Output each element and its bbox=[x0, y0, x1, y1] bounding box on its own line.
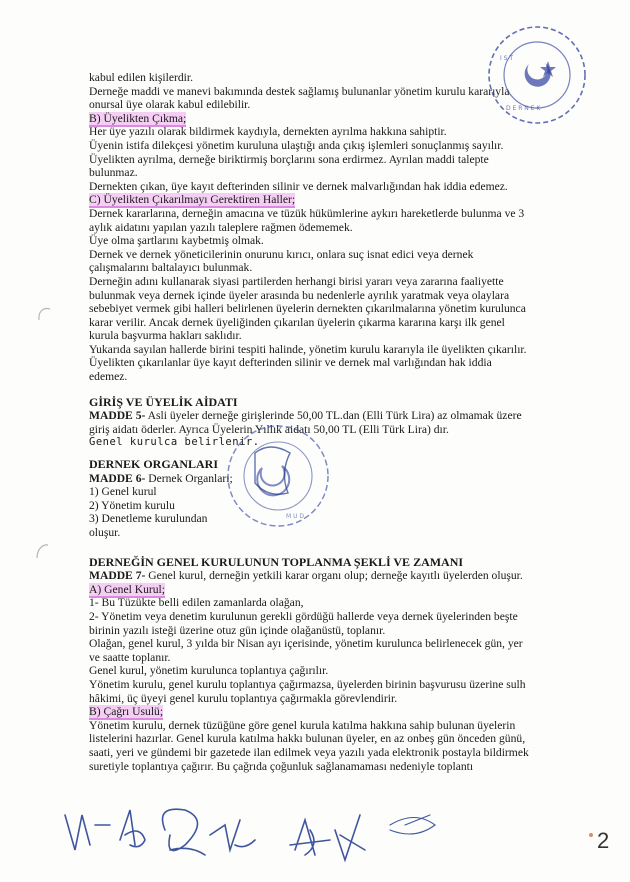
section-title-genel-kurul: DERNEĞİN GENEL KURULUNUN TOPLANMA ŞEKLİ VE ZAMANI bbox=[89, 554, 464, 569]
svg-text:M Ü D: M Ü D bbox=[286, 513, 305, 520]
svg-text:İ S T: İ S T bbox=[500, 55, 514, 62]
text-line: Dernek Organları; bbox=[145, 471, 233, 485]
text-line: aylık aidatını yapılan yazılı taleplere rağmen ödememek. bbox=[89, 220, 353, 234]
section-heading-cikarilma-halleri: C) Üyelikten Çıkarılmayı Gerektiren Haller; bbox=[89, 193, 296, 207]
text-line: ve saatte toplanır. bbox=[89, 650, 171, 664]
text-line: Yönetim kurulu, dernek tüzüğüne göre genel kurula katılma hakkına sahip bulunan üyelerin bbox=[89, 718, 516, 732]
official-stamp-top bbox=[482, 20, 592, 130]
article-number: MADDE 5- bbox=[89, 409, 146, 423]
text-line: suretiyle toplantıya çağırır. Bu çağrıda çoğunluk sağlanamaması nedeniyle toplantı bbox=[89, 759, 474, 773]
text-line: Genel kurul, yönetim kurulunca toplantıya çağırılır. bbox=[89, 664, 329, 678]
text-line: Asli üyeler derneğe girişlerinde 50,00 TL.dan (Elli Türk Lira) az olmamak üzere bbox=[145, 409, 522, 423]
svg-text:D E R N E K: D E R N E K bbox=[506, 105, 541, 112]
text-line: Dernekten çıkan, üye kayıt defterinden silinir ve dernek malvarlığından hak iddia edemez. bbox=[89, 179, 508, 193]
official-stamp-middle bbox=[220, 418, 340, 538]
text-line: kabul edilen kişilerdir. bbox=[89, 71, 193, 84]
article-number: MADDE 6- bbox=[89, 471, 146, 485]
text-line: kurula başvurma hakları saklıdır. bbox=[89, 329, 242, 343]
text-line: karar verilir. Ancak dernek üyeliğinden çıkarılan üyelerin çıkarma kararına karşı ilk genel bbox=[89, 315, 505, 329]
signature-2 bbox=[120, 810, 145, 847]
signature-1 bbox=[65, 815, 110, 850]
list-item: 3) Denetleme kurulundan bbox=[89, 512, 208, 526]
typewritten-line: Genel kurulca belirlenir. bbox=[89, 436, 260, 449]
text-line: bulunmak veya dernek içinde üyeler arasında bu nedenlerle ayrılık yaratmak veya olaylara bbox=[89, 288, 510, 302]
text-line: Derneğe maddi ve manevi bakımında destek sağlamış bulunanlar yönetim kurulu kararıyla bbox=[89, 84, 510, 98]
signature-3 bbox=[163, 809, 206, 855]
signature-5 bbox=[290, 820, 330, 855]
section-heading-cagri-usulu: B) Çağrı Usulü; bbox=[89, 705, 164, 719]
text-line: Her üye yazılı olarak bildirmek kaydıyla, dernekten ayrılma hakkına sahiptir. bbox=[89, 125, 447, 139]
text-line: bulunmaz. bbox=[89, 166, 138, 180]
text-line: oluşur. bbox=[89, 526, 121, 539]
punch-hole-bottom bbox=[33, 540, 53, 562]
section-title-giris-uyelik-aidati: GİRİŞ VE ÜYELİK AİDATI bbox=[89, 394, 238, 409]
section-heading-uyelikten-cikma: B) Üyelikten Çıkma; bbox=[89, 111, 187, 125]
text-line: giriş aidatı öderler. Ayrıca Üyelerin Yıllık aidatı 50,00 TL (Elli Türk Lira) dır. bbox=[89, 422, 449, 436]
punch-hole-top bbox=[35, 305, 55, 327]
list-item: 1) Genel kurul bbox=[89, 485, 157, 499]
text-line: saati, yeri ve gündemi bir gazetede ilan edilmek veya yazılı yada elektronik postayla bildirmek bbox=[89, 745, 529, 759]
signature-7 bbox=[390, 815, 435, 834]
text-line: çalışmalarını baltalayıcı bulunmak. bbox=[89, 261, 253, 275]
section-heading-genel-kurul: A) Genel Kurul; bbox=[89, 582, 165, 596]
page-number-mark bbox=[589, 833, 593, 837]
text-line: Üyelikten çıkarılanlar üye kayıt defterinden silinir ve dernek mal varlığından hak iddia bbox=[89, 356, 492, 370]
text-line: 2- Yönetim veya denetim kurulunun gerekli gördüğü hallerde veya dernek üyelerinden beşte bbox=[89, 609, 518, 623]
text-line: Yukarıda sayılan hallerde birini tespiti halinde, yönetim kurulu kararıyla ile üyelikten çıkarılır. bbox=[89, 342, 527, 356]
text-line: Dernek ve dernek yöneticilerinin onurunu kırıcı, onlara suç isnat edici veya dernek bbox=[89, 247, 474, 261]
text-line: 1- Bu Tüzükte belli edilen zamanlarda olağan, bbox=[89, 596, 304, 610]
text-line: Olağan, genel kurul, 3 yılda bir Nisan ayı içerisinde, yönetim kurulunca belirlenecek gün, yer bbox=[89, 637, 523, 651]
text-line: birinin yazılı isteği üzerine otuz gün içinde olağanüstü, toplanır. bbox=[89, 623, 386, 637]
text-line: edemez. bbox=[89, 370, 128, 384]
article-number: MADDE 7- bbox=[89, 569, 146, 583]
text-line: Derneğin adını kullanarak siyasi partilerden herhangi birisi yararı veya zararına faaliyette bbox=[89, 274, 504, 288]
signature-6 bbox=[335, 815, 365, 860]
signatures bbox=[60, 795, 480, 875]
text-line: hâkimi, üç üyeyi genel kurulu toplantıya çağırmakla görevlendirir. bbox=[89, 691, 398, 705]
text-line: Genel kurul, derneğin yetkili karar organı olup; derneğe kayıtlı üyelerden oluşur. bbox=[145, 569, 523, 583]
section-title-dernek-organlari: DERNEK ORGANLARI bbox=[89, 457, 219, 472]
list-item: 2) Yönetim kurulu bbox=[89, 498, 175, 512]
text-line: onursal üye olarak kabul edilebilir. bbox=[89, 98, 251, 112]
text-line: Üye olma şartlarını kaybetmiş olmak. bbox=[89, 234, 264, 248]
text-line: Dernek kararlarına, derneğin amacına ve tüzük hükümlerine aykırı hareketlerde bulunma ve 3 bbox=[89, 206, 525, 220]
text-line: listelerini hazırlar. Genel kurula katılma hakkı bulunan üyeler, en az onbeş gün önceden günü, bbox=[89, 732, 526, 746]
text-line: Yönetim kurulu, genel kurulu toplantıya çağırmazsa, üyelerden birinin başvurusu üzerine sulh bbox=[89, 677, 526, 691]
page-number: 2 bbox=[597, 828, 610, 853]
text-line: sebebiyet vermek gibi halleri belirlenen üyelerin dernekten çıkarılmalarına yönetim kurulunca bbox=[89, 302, 526, 316]
signature-4 bbox=[210, 820, 255, 850]
text-line: Üyelikten ayrılma, derneğe biriktirmiş borçlarını sona erdirmez. Ayrılan maddi talepte bbox=[89, 152, 489, 166]
text-line: Üyenin istifa dilekçesi yönetim kuruluna ulaştığı anda çıkış işlemleri sonuçlanmış sayılır. bbox=[89, 138, 504, 152]
